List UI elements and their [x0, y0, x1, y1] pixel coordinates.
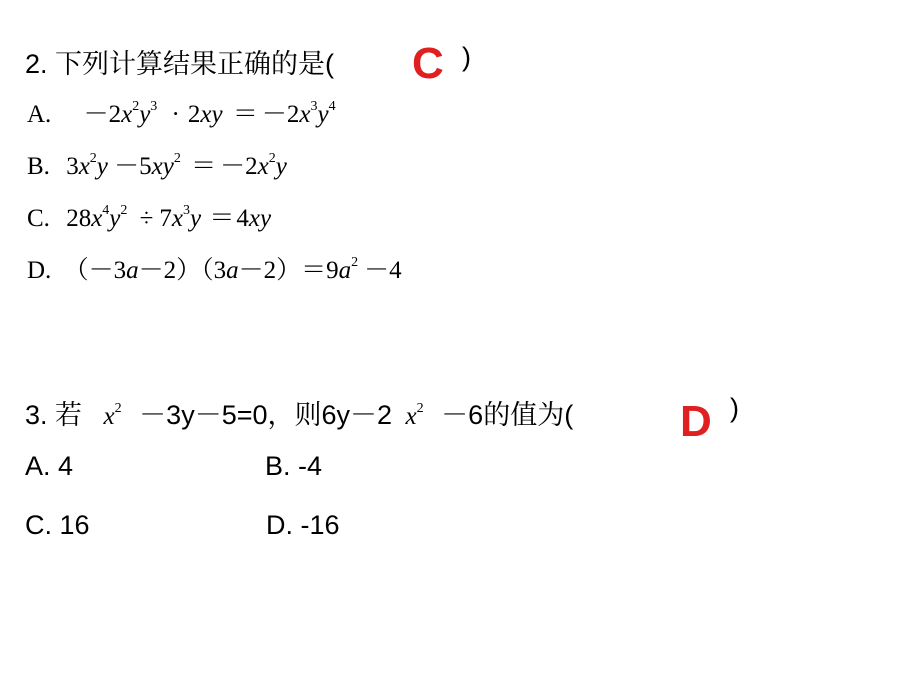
- q2-answer: C: [412, 39, 444, 88]
- q3-option-b: B. -4: [265, 451, 323, 481]
- q2-stem: 2. 下列计算结果正确的是(: [25, 49, 335, 79]
- q3-stem: 3. 若 $x^2 -3y-5=0$，则6y－2 $x^2 -6$的值为(: [25, 400, 574, 430]
- option-label: A.: [27, 101, 52, 128]
- q2-option-c: C. $28x^4y^2 \div 7x^3y =4xy$: [27, 203, 272, 232]
- q3-answer: D: [680, 397, 712, 446]
- q3-close-paren: ): [730, 393, 739, 423]
- q2-close-paren: ): [462, 42, 471, 72]
- option-label: D.: [27, 257, 52, 284]
- option-label: C.: [27, 205, 50, 232]
- q3-option-a: A. 4: [25, 451, 74, 481]
- q3-option-c: C. 16: [25, 510, 90, 540]
- q2-option-b: B. $3x^2y -5xy^2 = -2x^2y$: [27, 151, 287, 180]
- q3-option-d: D. -16: [266, 510, 340, 540]
- q2-option-a: A. $-2x^2y^3 \cdot 2xy = -2x^3y^4$: [27, 99, 336, 128]
- q2-option-d: D. $(-3a-2)(3a-2)=9a^2 -4$: [27, 255, 402, 284]
- option-label: B.: [27, 153, 50, 180]
